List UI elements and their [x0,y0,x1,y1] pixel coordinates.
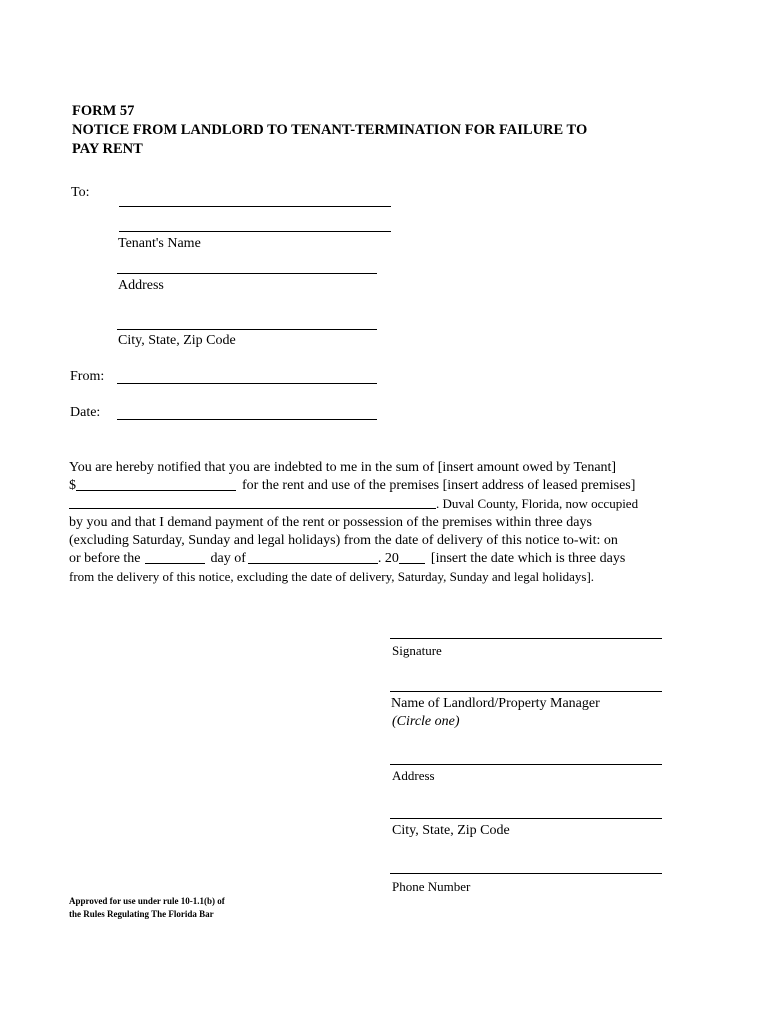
year-blank[interactable] [399,550,425,564]
body-line-6: or before the day of . 20 [insert the date which is three days [69,551,626,567]
body-line-2: $ for the rent and use of the premises [insert address of leased premises] [69,478,636,494]
body-line-4: by you and that I demand payment of the rent or possession of the premises within three days [69,514,592,530]
tenant-address-line[interactable] [117,273,377,274]
from-label: From: [70,369,105,384]
form-title [72,102,587,159]
form-number: FORM 57 [72,103,135,119]
signature-label: Signature [392,643,442,658]
form-heading-line-2: PAY RENT [72,141,143,157]
to-line-1[interactable] [119,206,391,207]
phone-label: Phone Number [392,879,471,894]
landlord-address-label: Address [392,768,435,783]
amount-blank[interactable] [76,477,236,491]
premises-address-blank[interactable] [69,495,436,509]
circle-one-note: (Circle one) [392,714,460,729]
date-label: Date: [70,405,101,420]
body-line-7: from the delivery of this notice, excluding the date of delivery, Saturday, Sunday and legal holidays]. [69,569,595,585]
tenant-city-line[interactable] [117,329,377,330]
tenant-address-label: Address [118,278,164,293]
body-line-3: . Duval County, Florida, now occupied [69,495,671,513]
signature-line[interactable] [390,638,662,639]
day-blank[interactable] [145,550,205,564]
landlord-city-label: City, State, Zip Code [392,823,510,838]
date-line[interactable] [117,419,377,420]
landlord-name-line[interactable] [390,691,662,692]
month-blank[interactable] [248,550,378,564]
landlord-name-label: Name of Landlord/Property Manager [391,696,600,711]
notice-paragraph [69,459,671,586]
phone-line[interactable] [390,873,662,874]
tenant-city-label: City, State, Zip Code [118,333,236,348]
tenant-name-line[interactable] [119,231,391,232]
form-heading-line-1: NOTICE FROM LANDLORD TO TENANT-TERMINATION FOR FAILURE TO [72,122,588,138]
from-line[interactable] [117,383,377,384]
body-line-5: (excluding Saturday, Sunday and legal holidays) from the date of delivery of this notice to-wit: on [69,532,618,548]
body-line-1: You are hereby notified that you are indebted to me in the sum of [insert amount owed by Tenant] [69,460,617,475]
approval-footer [69,895,225,921]
footer-line-1: Approved for use under rule 10-1.1(b) of [69,896,225,906]
tenant-name-label: Tenant's Name [118,236,201,251]
to-label: To: [71,185,90,200]
landlord-address-line[interactable] [390,764,662,765]
footer-line-2: the Rules Regulating The Florida Bar [69,909,214,919]
landlord-city-line[interactable] [390,818,662,819]
